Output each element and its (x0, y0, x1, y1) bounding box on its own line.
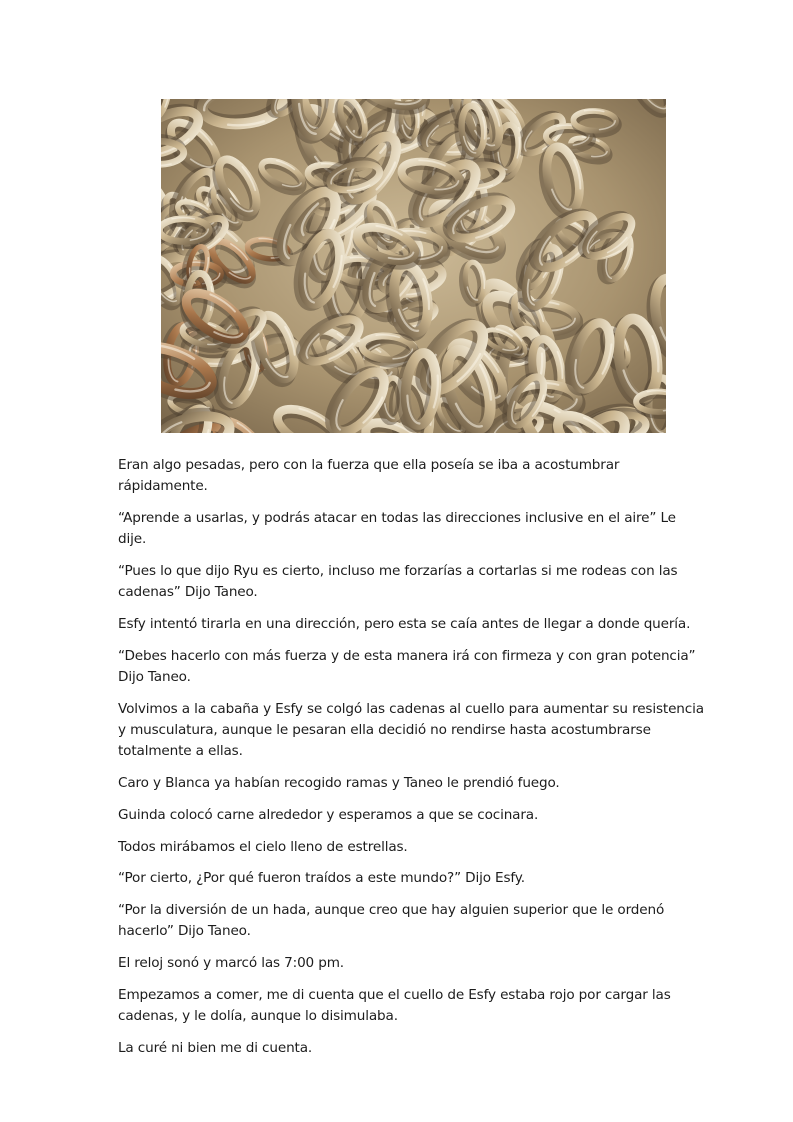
paragraph: “Aprende a usarlas, y podrás atacar en todas las direcciones inclusive en el aire” Le dije. (118, 510, 676, 548)
story-text (118, 455, 708, 1070)
paragraph: El reloj sonó y marcó las 7:00 pm. (118, 955, 344, 972)
paragraph: “Por cierto, ¿Por qué fueron traídos a este mundo?” Dijo Esfy. (118, 870, 525, 887)
paragraph: Eran algo pesadas, pero con la fuerza que ella poseía se iba a acostumbrar rápidamente. (118, 457, 620, 495)
paragraph: Guinda colocó carne alrededor y esperamos a que se cocinara. (118, 806, 539, 823)
paragraph: “Pues lo que dijo Ryu es cierto, incluso me forzarías a cortarlas si me rodeas con las cadenas” Dijo Taneo. (118, 563, 678, 601)
paragraph: Todos mirábamos el cielo lleno de estrellas. (118, 838, 408, 855)
paragraph: “Debes hacerlo con más fuerza y de esta manera irá con firmeza y con gran potencia” Dijo Taneo. (118, 647, 696, 685)
paragraph: Empezamos a comer, me di cuenta que el cuello de Esfy estaba rojo por cargar las cadenas, y le dolía, aunque lo disimulaba. (118, 986, 671, 1025)
paragraph: Esfy intentó tirarla en una dirección, pero esta se caía antes de llegar a donde quería. (118, 616, 691, 632)
paragraph: La curé ni bien me di cuenta. (118, 1039, 313, 1056)
chains-illustration (161, 99, 666, 433)
chains-image (161, 99, 666, 433)
paragraph: “Por la diversión de un hada, aunque creo que hay alguien superior que le ordenó hacerlo” Dijo Taneo. (118, 902, 665, 940)
paragraph: Caro y Blanca ya habían recogido ramas y Taneo le prendió fuego. (118, 775, 560, 791)
paragraph: Volvimos a la cabaña y Esfy se colgó las cadenas al cuello para aumentar su resistencia y musculatura, aunque le pesaran ella decidió no rendirse hasta acostumbrarse totalmente a ellas. (118, 700, 704, 760)
